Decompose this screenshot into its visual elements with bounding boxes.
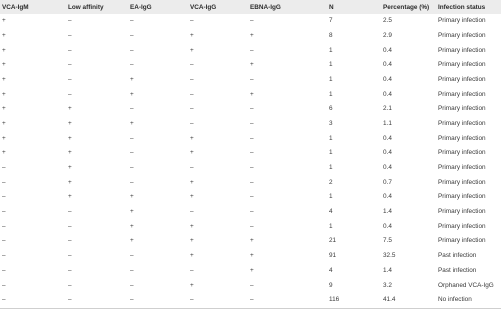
cell-n: 8 — [329, 31, 333, 39]
cell-infection-status: Primary infection — [438, 17, 486, 25]
cell-ebna-igg: – — [250, 119, 254, 127]
cell-percentage: 0.4 — [383, 134, 392, 142]
cell-vca-igm: – — [2, 193, 6, 201]
cell-ea-igg: – — [130, 164, 134, 172]
cell-infection-status: Primary infection — [438, 31, 486, 39]
cell-percentage: 0.4 — [383, 90, 392, 98]
column-header-n: N — [329, 3, 334, 11]
cell-vca-igm: + — [2, 119, 6, 127]
cell-vca-igg: – — [190, 119, 194, 127]
cell-infection-status: Primary infection — [438, 222, 486, 230]
column-header-ea-igg: EA-IgG — [130, 3, 152, 11]
cell-vca-igm: + — [2, 75, 6, 83]
table-row — [0, 176, 501, 191]
cell-ebna-igg: + — [250, 61, 254, 69]
cell-ea-igg: – — [130, 252, 134, 260]
cell-infection-status: Primary infection — [438, 134, 486, 142]
cell-vca-igm: – — [2, 281, 6, 289]
cell-ea-igg: + — [130, 90, 134, 98]
cell-ebna-igg: – — [248, 293, 327, 308]
cell-n: 1 — [329, 149, 333, 157]
cell-low-affinity: + — [68, 105, 72, 113]
table-row — [0, 14, 501, 29]
cell-percentage: 1.4 — [383, 208, 392, 216]
cell-vca-igg: + — [190, 193, 194, 201]
cell-ea-igg: – — [128, 293, 188, 308]
column-header-ebna-igg: EBNA-IgG — [250, 3, 281, 11]
cell-vca-igm: – — [2, 237, 6, 245]
cell-low-affinity: + — [68, 193, 72, 201]
cell-low-affinity: – — [68, 46, 72, 54]
cell-n: 1 — [329, 193, 333, 201]
cell-ebna-igg: – — [250, 208, 254, 216]
cell-vca-igg: + — [190, 149, 194, 157]
cell-vca-igg: – — [190, 164, 194, 172]
cell-low-affinity: – — [68, 208, 72, 216]
cell-percentage: 1.4 — [383, 266, 392, 274]
cell-low-affinity: – — [68, 75, 72, 83]
cell-ebna-igg: + — [250, 237, 254, 245]
cell-percentage: 0.4 — [383, 149, 392, 157]
cell-low-affinity: – — [68, 90, 72, 98]
cell-n: 1 — [329, 90, 333, 98]
cell-n: 1 — [329, 61, 333, 69]
cell-n: 4 — [329, 208, 333, 216]
cell-n: 1 — [329, 46, 333, 54]
cell-vca-igg: + — [190, 31, 194, 39]
cell-low-affinity: + — [68, 164, 72, 172]
table-row — [0, 220, 501, 235]
cell-infection-status: Primary infection — [438, 193, 486, 201]
cell-vca-igg: + — [190, 46, 194, 54]
cell-infection-status: Primary infection — [438, 61, 486, 69]
cell-ebna-igg: – — [250, 222, 254, 230]
cell-vca-igg: + — [190, 252, 194, 260]
cell-low-affinity: – — [68, 281, 72, 289]
cell-low-affinity: + — [68, 119, 72, 127]
cell-vca-igg: – — [190, 61, 194, 69]
cell-percentage: 0.4 — [383, 61, 392, 69]
cell-ebna-igg: – — [250, 75, 254, 83]
cell-infection-status: Orphaned VCA-IgG — [438, 281, 494, 289]
cell-percentage: 32.5 — [383, 252, 396, 260]
cell-ea-igg: – — [130, 266, 134, 274]
cell-ea-igg: – — [130, 46, 134, 54]
cell-n: 116 — [327, 293, 381, 308]
cell-vca-igm: + — [2, 46, 6, 54]
cell-low-affinity: – — [68, 237, 72, 245]
cell-vca-igg: + — [190, 134, 194, 142]
cell-vca-igm: – — [2, 208, 6, 216]
cell-percentage: 2.1 — [383, 105, 392, 113]
cell-infection-status: Primary infection — [438, 75, 486, 83]
table-row — [0, 190, 501, 205]
cell-percentage: 0.4 — [383, 75, 392, 83]
cell-percentage: 0.4 — [383, 222, 392, 230]
cell-percentage: 0.4 — [383, 193, 392, 201]
table-row — [0, 278, 501, 293]
table-row — [0, 87, 501, 102]
cell-low-affinity: – — [68, 31, 72, 39]
cell-vca-igm: + — [2, 149, 6, 157]
cell-ea-igg: – — [130, 31, 134, 39]
cell-vca-igm: – — [2, 222, 6, 230]
cell-ebna-igg: – — [250, 193, 254, 201]
cell-low-affinity: – — [68, 252, 72, 260]
cell-ebna-igg: + — [250, 266, 254, 274]
table-row — [0, 264, 501, 279]
cell-vca-igg: – — [190, 75, 194, 83]
cell-ea-igg: – — [130, 105, 134, 113]
cell-n: 2 — [329, 178, 333, 186]
cell-infection-status: Primary infection — [438, 237, 486, 245]
cell-n: 7 — [329, 17, 333, 25]
cell-ea-igg: + — [130, 208, 134, 216]
cell-ebna-igg: – — [250, 17, 254, 25]
cell-ea-igg: + — [130, 75, 134, 83]
cell-n: 4 — [329, 266, 333, 274]
cell-ea-igg: – — [130, 61, 134, 69]
cell-vca-igg: – — [190, 208, 194, 216]
cell-vca-igg: – — [190, 90, 194, 98]
table-row — [0, 234, 501, 249]
cell-ebna-igg: – — [250, 178, 254, 186]
cell-infection-status: Primary infection — [438, 119, 486, 127]
column-header-infection-status: Infection status — [438, 3, 486, 11]
table-row — [0, 161, 501, 176]
cell-low-affinity: + — [68, 134, 72, 142]
cell-n: 3 — [329, 119, 333, 127]
cell-percentage: 41.4 — [381, 293, 436, 308]
cell-low-affinity: + — [68, 149, 72, 157]
cell-vca-igg: + — [190, 222, 194, 230]
cell-infection-status: Past infection — [438, 266, 477, 274]
cell-percentage: 2.5 — [383, 17, 392, 25]
cell-vca-igg: – — [190, 17, 194, 25]
cell-ebna-igg: – — [250, 281, 254, 289]
cell-infection-status: Primary infection — [438, 105, 486, 113]
table-row — [0, 293, 501, 308]
cell-n: 1 — [329, 222, 333, 230]
cell-percentage: 3.2 — [383, 281, 392, 289]
cell-percentage: 0.7 — [383, 178, 392, 186]
cell-n: 21 — [329, 237, 337, 245]
table-row — [0, 117, 501, 132]
cell-n: 6 — [329, 105, 333, 113]
cell-low-affinity: – — [68, 17, 72, 25]
cell-ea-igg: + — [130, 237, 134, 245]
cell-n: 9 — [329, 281, 333, 289]
cell-infection-status: Primary infection — [438, 46, 486, 54]
cell-vca-igg: – — [190, 266, 194, 274]
cell-n: 1 — [329, 75, 333, 83]
cell-low-affinity: – — [68, 222, 72, 230]
table-row — [0, 43, 501, 58]
cell-vca-igm: + — [2, 17, 6, 25]
cell-percentage: 2.9 — [383, 31, 392, 39]
cell-vca-igg: + — [190, 281, 194, 289]
cell-low-affinity: – — [68, 61, 72, 69]
cell-ebna-igg: – — [250, 46, 254, 54]
header-row — [0, 0, 501, 14]
cell-infection-status: Primary infection — [438, 149, 486, 157]
cell-ebna-igg: – — [250, 164, 254, 172]
cell-vca-igm: – — [2, 252, 6, 260]
table-row — [0, 249, 501, 264]
cell-ea-igg: – — [130, 178, 134, 186]
cell-vca-igg: + — [190, 178, 194, 186]
cell-infection-status: Primary infection — [438, 90, 486, 98]
cell-vca-igm: – — [2, 266, 6, 274]
cell-low-affinity: + — [68, 178, 72, 186]
cell-vca-igg: – — [190, 105, 194, 113]
cell-percentage: 0.4 — [383, 164, 392, 172]
table-body — [0, 14, 501, 308]
cell-ea-igg: – — [130, 281, 134, 289]
cell-percentage: 7.5 — [383, 237, 392, 245]
cell-infection-status: Primary infection — [438, 164, 486, 172]
cell-percentage: 1.1 — [383, 119, 392, 127]
cell-vca-igg: – — [188, 293, 248, 308]
cell-vca-igm: + — [2, 105, 6, 113]
cell-infection-status: Primary infection — [438, 208, 486, 216]
column-header-vca-igm: VCA-IgM — [2, 3, 29, 11]
table-row — [0, 205, 501, 220]
cell-n: 1 — [329, 134, 333, 142]
cell-infection-status: No infection — [436, 293, 501, 308]
column-header-percentage: Percentage (%) — [383, 3, 430, 11]
cell-ea-igg: – — [130, 17, 134, 25]
table-row — [0, 146, 501, 161]
cell-vca-igm: + — [2, 134, 6, 142]
column-header-low-affinity: Low affinity — [68, 3, 104, 11]
cell-vca-igm: – — [2, 178, 6, 186]
table-row — [0, 73, 501, 88]
cell-n: 91 — [329, 252, 337, 260]
table-row — [0, 58, 501, 73]
cell-ea-igg: + — [130, 222, 134, 230]
table-row — [0, 132, 501, 147]
cell-infection-status: Primary infection — [438, 178, 486, 186]
cell-ebna-igg: + — [250, 90, 254, 98]
cell-ebna-igg: – — [250, 134, 254, 142]
cell-vca-igm: – — [0, 293, 66, 308]
cell-vca-igm: – — [2, 164, 6, 172]
cell-ebna-igg: – — [250, 149, 254, 157]
cell-vca-igm: + — [2, 90, 6, 98]
cell-ebna-igg: – — [250, 105, 254, 113]
cell-vca-igm: + — [2, 61, 6, 69]
table-row — [0, 29, 501, 44]
cell-ea-igg: + — [130, 119, 134, 127]
cell-infection-status: Past infection — [438, 252, 477, 260]
cell-ebna-igg: + — [250, 252, 254, 260]
cell-n: 1 — [329, 164, 333, 172]
cell-percentage: 0.4 — [383, 46, 392, 54]
cell-vca-igm: + — [2, 31, 6, 39]
table-row — [0, 102, 501, 117]
cell-ebna-igg: + — [250, 31, 254, 39]
cell-ea-igg: + — [130, 193, 134, 201]
cell-vca-igg: + — [190, 237, 194, 245]
cell-low-affinity: – — [66, 293, 128, 308]
cell-low-affinity: – — [68, 266, 72, 274]
cell-ea-igg: – — [130, 149, 134, 157]
cell-ea-igg: – — [130, 134, 134, 142]
column-header-vca-igg: VCA-IgG — [190, 3, 217, 11]
